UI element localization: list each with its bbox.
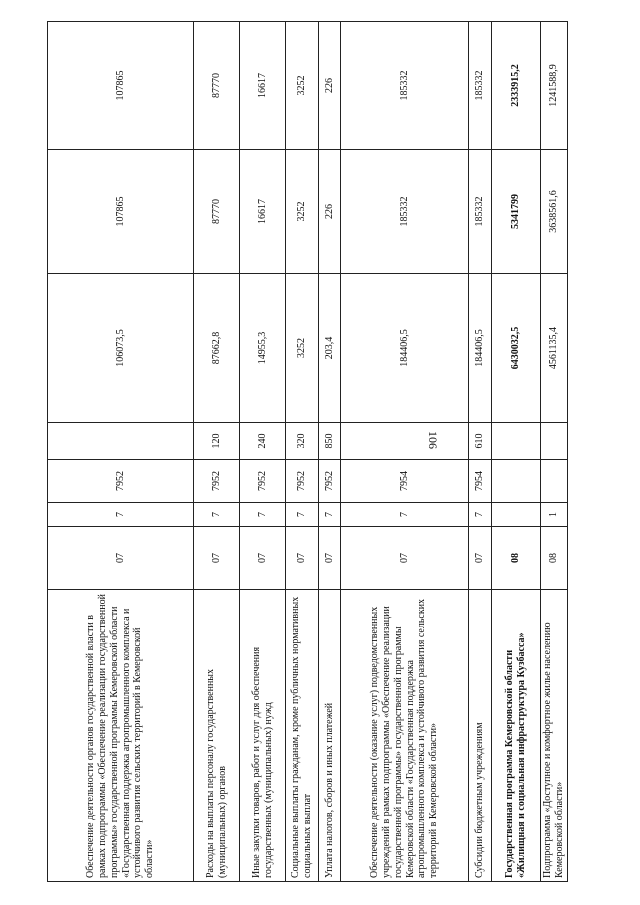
rotated-table-wrapper (47, 22, 567, 882)
expense-type-code (341, 423, 469, 460)
table-body (48, 22, 568, 882)
amount-year-3: 185332 (341, 22, 469, 150)
target-article-code: 7952 (48, 460, 194, 503)
amount-year-1: 184406,5 (469, 274, 492, 423)
amount-year-1: 14955,3 (240, 274, 286, 423)
expense-type-code: 320 (286, 423, 319, 460)
row-description: Обеспечение деятельности (оказание услуг) подведомственных учреждений в рамках подпрограммы «Обеспечение реализации государственной программы» государственной программы Кемеровской области «Государственная поддержка агропромышленного комплекса и устойчивого развития сельских территорий в Кемеровской области» (341, 590, 469, 882)
subprogram-code: 7 (286, 503, 319, 527)
amount-year-1: 4561135,4 (541, 274, 568, 423)
section-code: 07 (194, 527, 240, 590)
section-code: 08 (541, 527, 568, 590)
amount-year-3: 107865 (48, 22, 194, 150)
expense-type-code (492, 423, 541, 460)
subprogram-code: 7 (319, 503, 341, 527)
subprogram-code: 7 (341, 503, 469, 527)
expense-type-code: 240 (240, 423, 286, 460)
subprogram-code: 1 (541, 503, 568, 527)
amount-year-3: 3252 (286, 22, 319, 150)
amount-year-3: 16617 (240, 22, 286, 150)
table-row (469, 22, 492, 882)
section-code: 07 (341, 527, 469, 590)
row-description: Уплата налогов, сборов и иных платежей (319, 590, 341, 882)
budget-table (47, 21, 568, 882)
row-description: Социальные выплаты гражданам, кроме публичных нормативных социальных выплат (286, 590, 319, 882)
row-description: Субсидии бюджетным учреждениям (469, 590, 492, 882)
amount-year-1: 3252 (286, 274, 319, 423)
row-description: Расходы на выплаты персоналу государственных (муниципальных) органов (194, 590, 240, 882)
expense-type-code: 610 (469, 423, 492, 460)
amount-year-3: 87770 (194, 22, 240, 150)
amount-year-2: 5341799 (492, 150, 541, 274)
amount-year-1: 106073,5 (48, 274, 194, 423)
amount-year-2: 107865 (48, 150, 194, 274)
row-description: Подпрограмма «Доступное и комфортное жилье населению Кемеровской области» (541, 590, 568, 882)
expense-type-code (48, 423, 194, 460)
row-description: Государственная программа Кемеровской области «Жилищная и социальная инфраструктура Кузбасса» (492, 590, 541, 882)
amount-year-2: 87770 (194, 150, 240, 274)
target-article-code (492, 460, 541, 503)
table-row (286, 22, 319, 882)
expense-type-code (541, 423, 568, 460)
subprogram-code: 7 (194, 503, 240, 527)
target-article-code (541, 460, 568, 503)
amount-year-1: 6430032,5 (492, 274, 541, 423)
target-article-code: 7952 (194, 460, 240, 503)
section-code: 07 (469, 527, 492, 590)
table-row (541, 22, 568, 882)
amount-year-2: 226 (319, 150, 341, 274)
table-row (194, 22, 240, 882)
amount-year-1: 87662,8 (194, 274, 240, 423)
page-number: 106 (426, 431, 440, 449)
subprogram-code: 7 (469, 503, 492, 527)
expense-type-code: 850 (319, 423, 341, 460)
target-article-code: 7952 (240, 460, 286, 503)
amount-year-1: 184406,5 (341, 274, 469, 423)
target-article-code: 7952 (319, 460, 341, 503)
table-row (319, 22, 341, 882)
target-article-code: 7954 (341, 460, 469, 503)
amount-year-3: 226 (319, 22, 341, 150)
subprogram-code: 7 (240, 503, 286, 527)
amount-year-1: 203,4 (319, 274, 341, 423)
section-code: 07 (319, 527, 341, 590)
amount-year-3: 1241588,9 (541, 22, 568, 150)
amount-year-2: 185332 (341, 150, 469, 274)
target-article-code: 7954 (469, 460, 492, 503)
section-code: 07 (240, 527, 286, 590)
subprogram-code (492, 503, 541, 527)
amount-year-2: 185332 (469, 150, 492, 274)
section-code: 07 (48, 527, 194, 590)
row-description: Обеспечение деятельности органов государственной власти в рамках подпрограммы «Обеспечение реализации государственной программы» государственной программы Кемеровской области «Государственная поддержка агропромышленного комплекса и устойчивого развития сельских территорий в Кемеровской области» (48, 590, 194, 882)
section-code: 08 (492, 527, 541, 590)
table-row (492, 22, 541, 882)
section-code: 07 (286, 527, 319, 590)
table-row (240, 22, 286, 882)
subprogram-code: 7 (48, 503, 194, 527)
amount-year-3: 185332 (469, 22, 492, 150)
table-row (341, 22, 469, 882)
amount-year-2: 16617 (240, 150, 286, 274)
target-article-code: 7952 (286, 460, 319, 503)
expense-type-code: 120 (194, 423, 240, 460)
amount-year-2: 3638561,6 (541, 150, 568, 274)
table-row (48, 22, 194, 882)
row-description: Иные закупки товаров, работ и услуг для обеспечения государственных (муниципальных) нужд (240, 590, 286, 882)
amount-year-3: 2333915,2 (492, 22, 541, 150)
amount-year-2: 3252 (286, 150, 319, 274)
